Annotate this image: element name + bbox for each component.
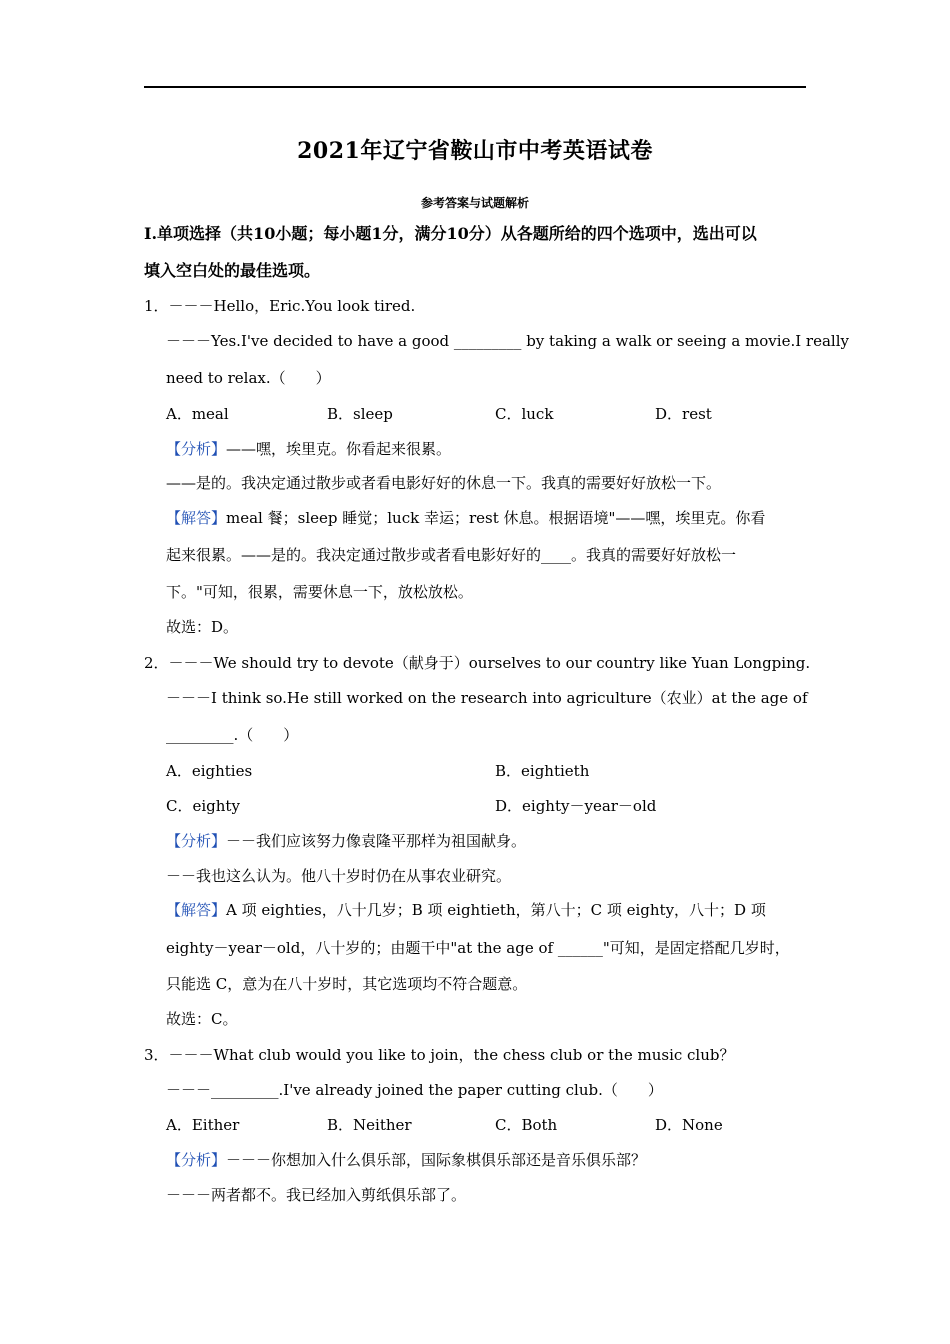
q3-line2: －－－_________.I've already joined the paper cutting club.（ ）: [166, 1081, 663, 1099]
q2-answer-line1: [166, 900, 766, 920]
analysis-label: 【分析】: [166, 440, 227, 458]
q1-option-d: D．rest: [655, 405, 712, 423]
q2-option-b: B．eightieth: [495, 762, 590, 780]
header-rule: [144, 86, 806, 88]
q2-answer-text: A 项 eighties，八十几岁；B 项 eightieth，第八十；C 项 eighty，八十；D 项: [226, 901, 766, 919]
q1-answer-line2: 起来很累。——是的。我决定通过散步或者看电影好好的____。我真的需要好好放松一: [166, 546, 737, 564]
q1-line3: need to relax.（ ）: [166, 369, 331, 387]
q1-option-b: B．sleep: [327, 405, 393, 423]
analysis-label: 【分析】: [166, 1151, 227, 1169]
q1-analysis-text: ——嘿，埃里克。你看起来很累。: [226, 440, 452, 458]
q2-analysis-line2: －－我也这么认为。他八十岁时仍在从事农业研究。: [166, 867, 512, 885]
q3-analysis-line1: [166, 1150, 646, 1170]
q2-line2: －－－I think so.He still worked on the research into agriculture（农业）at the age of: [166, 689, 808, 707]
q3-option-c: C．Both: [495, 1116, 558, 1134]
section-heading-line2: 填入空白处的最佳选项。: [144, 261, 321, 280]
q3-option-d: D．None: [655, 1116, 723, 1134]
q1-option-a: A．meal: [166, 405, 229, 423]
q3-analysis-line2: －－－两者都不。我已经加入剪纸俱乐部了。: [166, 1186, 467, 1204]
q1-analysis-line2: ——是的。我决定通过散步或者看电影好好的休息一下。我真的需要好好放松一下。: [166, 474, 722, 492]
q3-analysis-text: －－－你想加入什么俱乐部，国际象棋俱乐部还是音乐俱乐部？: [226, 1151, 647, 1169]
q1-line1: 1．－－－Hello，Eric.You look tired.: [144, 297, 416, 315]
q1-answer-text: meal 餐；sleep 睡觉；luck 幸运；rest 休息。根据语境"——嘿，埃里克。你看: [226, 509, 766, 527]
answer-label: 【解答】: [166, 509, 227, 527]
page-subtitle: 参考答案与试题解析: [420, 196, 529, 210]
section-heading-line1: Ⅰ.单项选择（共10小题；每小题1分，满分10分）从各题所给的四个选项中，选出可以: [144, 224, 757, 243]
q2-line1: 2．－－－We should try to devote（献身于）ourselves to our country like Yuan Longping.: [144, 654, 811, 672]
q2-answer-line3: 只能选 C，意为在八十岁时，其它选项均不符合题意。: [166, 975, 528, 993]
q2-option-d: D．eighty－year－old: [495, 797, 657, 815]
analysis-label: 【分析】: [166, 832, 227, 850]
q3-option-a: A．Either: [166, 1116, 240, 1134]
q2-analysis-text: －－我们应该努力像袁隆平那样为祖国献身。: [226, 832, 527, 850]
q3-line1: 3．－－－What club would you like to join，the chess club or the music club？: [144, 1046, 735, 1064]
q2-answer-line2: eighty－year－old，八十岁的；由题干中"at the age of ______"可知，是固定搭配几岁时，: [166, 939, 790, 957]
page-title: 2021年辽宁省鞍山市中考英语试卷: [297, 138, 653, 164]
q1-option-c: C．luck: [495, 405, 554, 423]
q2-choice: 故选：C。: [166, 1010, 238, 1028]
q1-answer-line3: 下。"可知，很累，需要休息一下，放松放松。: [166, 583, 473, 601]
q3-option-b: B．Neither: [327, 1116, 412, 1134]
q1-line2: －－－Yes.I've decided to have a good _________ by taking a walk or seeing a movie.I really: [166, 332, 849, 350]
q2-option-a: A．eighties: [166, 762, 253, 780]
q2-analysis-line1: [166, 831, 526, 851]
q1-analysis-line1: [166, 439, 451, 459]
q2-option-c: C．eighty: [166, 797, 240, 815]
q2-line3: _________.（ ）: [166, 726, 299, 744]
q1-choice: 故选：D。: [166, 618, 239, 636]
answer-label: 【解答】: [166, 901, 227, 919]
q1-answer-line1: [166, 508, 765, 528]
